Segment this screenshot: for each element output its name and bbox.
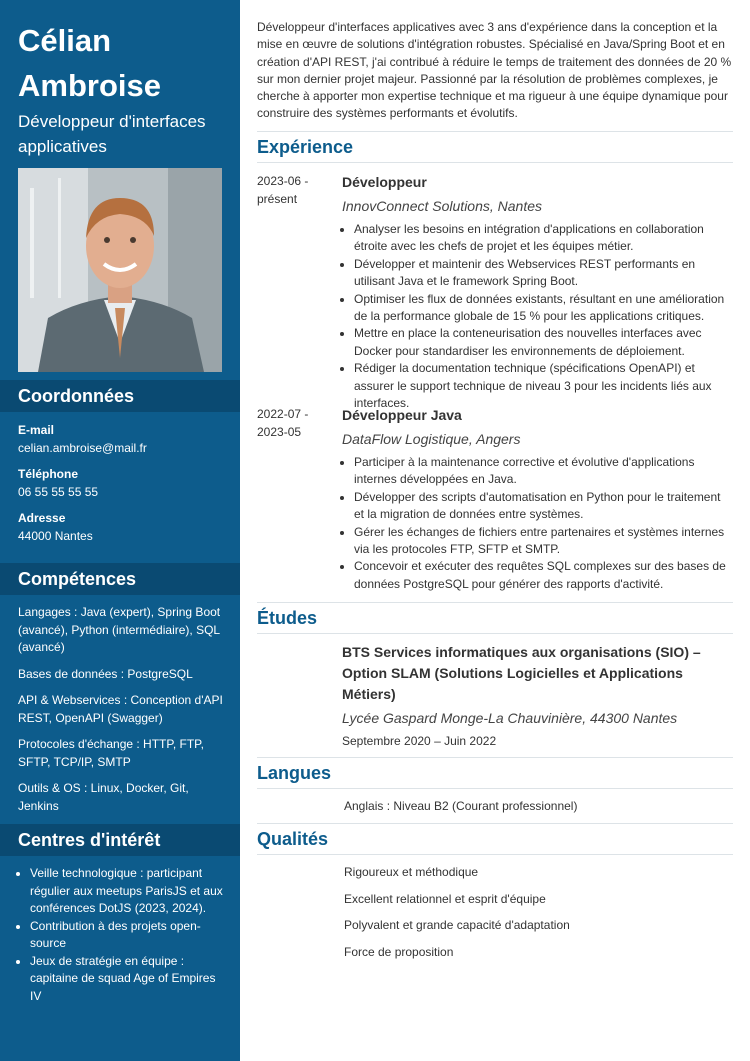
interest-item: • Contribution à des projets open-source: [30, 918, 228, 953]
degree-title: BTS Services informatiques aux organisations (SIO) – Option SLAM (Solutions Logicielles et Applications Métiers): [342, 644, 701, 702]
quality-item: Rigoureux et méthodique: [344, 865, 479, 879]
job-role: Développeur Java: [342, 407, 462, 423]
job-bullet: • Concevoir et exécuter des requêtes SQL complexes sur des bases de données PostgreSQL pour générer des rapports d'activité.: [354, 558, 733, 593]
languages-heading: Langues: [257, 757, 733, 789]
profile-photo: [18, 168, 222, 372]
school-name: Lycée Gaspard Monge-La Chauvinière, 44300 Nantes: [342, 710, 678, 726]
email-value[interactable]: celian.ambroise@mail.fr: [18, 440, 147, 455]
contact-heading: Coordonnées: [0, 380, 240, 412]
education-heading: Études: [257, 602, 733, 634]
job-bullet: • Participer à la maintenance corrective et évolutive d'applications internes développées en Java.: [354, 454, 733, 489]
phone-value[interactable]: 06 55 55 55 55: [18, 484, 99, 499]
profile-summary: Développeur d'interfaces applicatives avec 3 ans d'expérience dans la conception et la mise en œuvre de solutions d'intégration robustes. Spécialisé en Java/Spring Boot et en création d'API REST, j'ai contribué à réduire le temps de traitement des données de 20 % sur mon dernier projet majeur. Passionné par la résolution de problèmes complexes, je cherche à apporter mon expertise technique et ma rigueur à une équipe dynamique pour construire des systèmes performants et évolutifs.: [257, 20, 732, 121]
job-date: 2022-07 - 2023-05: [257, 407, 309, 439]
job-bullet: • Développer des scripts d'automatisation en Python pour le traitement et la migration de données entre systèmes.: [354, 489, 733, 524]
qualities-heading: Qualités: [257, 823, 733, 855]
address-value: 44000 Nantes: [18, 528, 93, 543]
job-role: Développeur: [342, 174, 427, 190]
job-bullet: • Rédiger la documentation technique (spécifications OpenAPI) et assurer le support technique de niveau 3 pour les incidents liés aux interfaces.: [354, 360, 733, 412]
job-bullets: [342, 454, 733, 593]
job-bullet: • Gérer les échanges de fichiers entre partenaires et systèmes internes via les protocoles FTP, SFTP et SMTP.: [354, 524, 733, 559]
skill-item: API & Webservices : Conception d'API REST, OpenAPI (Swagger): [18, 693, 223, 725]
skill-item: Bases de données : PostgreSQL: [18, 666, 193, 681]
interests-heading: Centres d'intérêt: [0, 824, 240, 856]
quality-item: Force de proposition: [344, 945, 454, 959]
interest-item: • Jeux de stratégie en équipe : capitaine de squad Age of Empires IV: [30, 953, 228, 1006]
job-bullet: • Mettre en place la conteneurisation des nouvelles interfaces avec Docker pour standardiser les environnements de déploiement.: [354, 325, 733, 360]
skills-section: [18, 604, 228, 824]
job-entry: [342, 405, 733, 593]
job-bullet: • Analyser les besoins en intégration d'applications en collaboration étroite avec les chefs de projet et les équipes métier.: [354, 221, 733, 256]
phone-label: Téléphone: [18, 467, 79, 481]
candidate-name: Célian Ambroise: [18, 23, 161, 103]
job-date: 2023-06 - présent: [257, 174, 309, 206]
address-label: Adresse: [18, 511, 66, 525]
email-label: E-mail: [18, 423, 55, 437]
job-bullet: • Optimiser les flux de données existants, résultant en une amélioration de la performance globale de 15 % pour les applications critiques.: [354, 291, 733, 326]
job-entry: [342, 172, 733, 412]
interest-item: • Veille technologique : participant régulier aux meetups ParisJS et aux conférences DotJS (2023, 2024).: [30, 865, 228, 918]
portrait-image: [18, 168, 222, 372]
job-bullets: [342, 221, 733, 412]
quality-item: Polyvalent et grande capacité d'adaptation: [344, 918, 570, 932]
sidebar: [0, 0, 240, 1061]
skill-item: Protocoles d'échange : HTTP, FTP, SFTP, TCP/IP, SMTP: [18, 737, 204, 769]
contact-section: [18, 422, 228, 545]
language-item: Anglais : Niveau B2 (Courant professionnel): [344, 799, 578, 813]
job-title: Développeur d'interfaces applicatives: [18, 112, 206, 156]
quality-item: Excellent relationnel et esprit d'équipe: [344, 892, 546, 906]
job-bullet: • Développer et maintenir des Webservices REST performants en utilisant Java et le framework Spring Boot.: [354, 256, 733, 291]
experience-heading: Expérience: [257, 131, 733, 163]
skills-heading: Compétences: [0, 563, 240, 595]
skill-item: Langages : Java (expert), Spring Boot (avancé), Python (intermédiaire), SQL (avancé): [18, 605, 221, 654]
interests-section: [18, 865, 228, 1005]
job-company: DataFlow Logistique, Angers: [342, 431, 521, 447]
education-entry: [342, 642, 733, 748]
skill-item: Outils & OS : Linux, Docker, Git, Jenkins: [18, 781, 189, 813]
job-company: InnovConnect Solutions, Nantes: [342, 198, 543, 214]
education-dates: Septembre 2020 – Juin 2022: [342, 734, 497, 748]
